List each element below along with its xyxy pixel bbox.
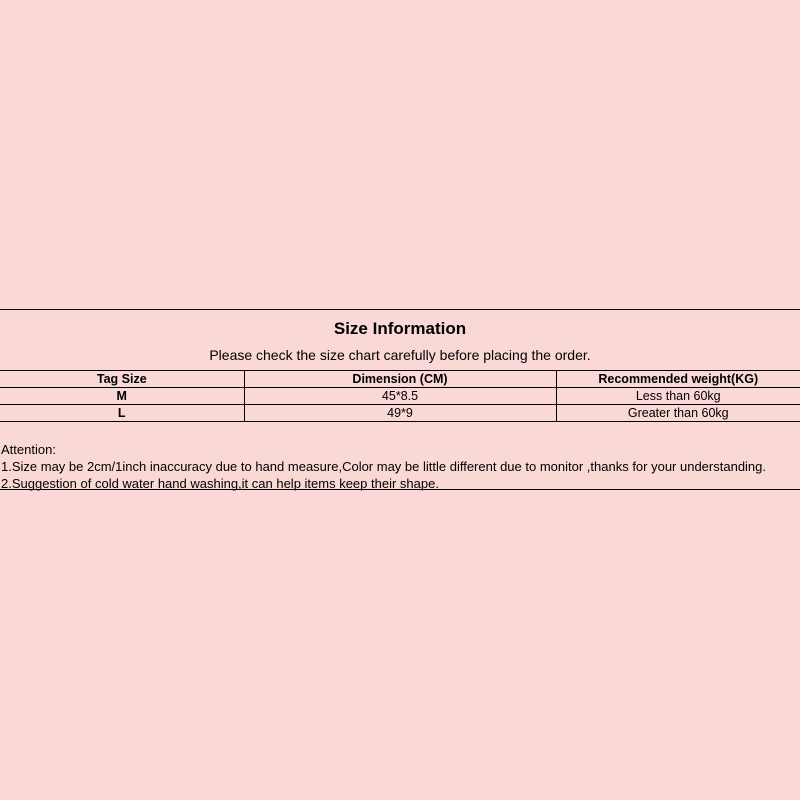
- attention-line: 1.Size may be 2cm/1inch inaccuracy due to hand measure,Color may be little different due to monitor ,thanks for your understanding.: [1, 459, 767, 474]
- size-info-title: Size Information: [333, 319, 467, 338]
- size-info-subtitle: Please check the size chart carefully before placing the order.: [209, 347, 591, 363]
- attention-line: 2.Suggestion of cold water hand washing,it can help items keep their shape.: [1, 476, 439, 491]
- cell-dimension: 49*9: [244, 405, 556, 422]
- cell-recommended-weight: Less than 60kg: [556, 388, 800, 405]
- attention-notes: [1, 441, 799, 492]
- header-tag-size: Tag Size: [0, 371, 244, 388]
- header-dimension: Dimension (CM): [244, 371, 556, 388]
- attention-heading: Attention:: [1, 442, 56, 457]
- cell-dimension: 45*8.5: [244, 388, 556, 405]
- size-information-panel: [0, 309, 800, 490]
- size-chart-table: [0, 370, 800, 422]
- table-row: [0, 388, 800, 405]
- cell-tag-size: L: [0, 405, 244, 422]
- header-recommended-weight: Recommended weight(KG): [556, 371, 800, 388]
- cell-recommended-weight: Greater than 60kg: [556, 405, 800, 422]
- table-row: [0, 405, 800, 422]
- cell-tag-size: M: [0, 388, 244, 405]
- table-header-row: [0, 371, 800, 388]
